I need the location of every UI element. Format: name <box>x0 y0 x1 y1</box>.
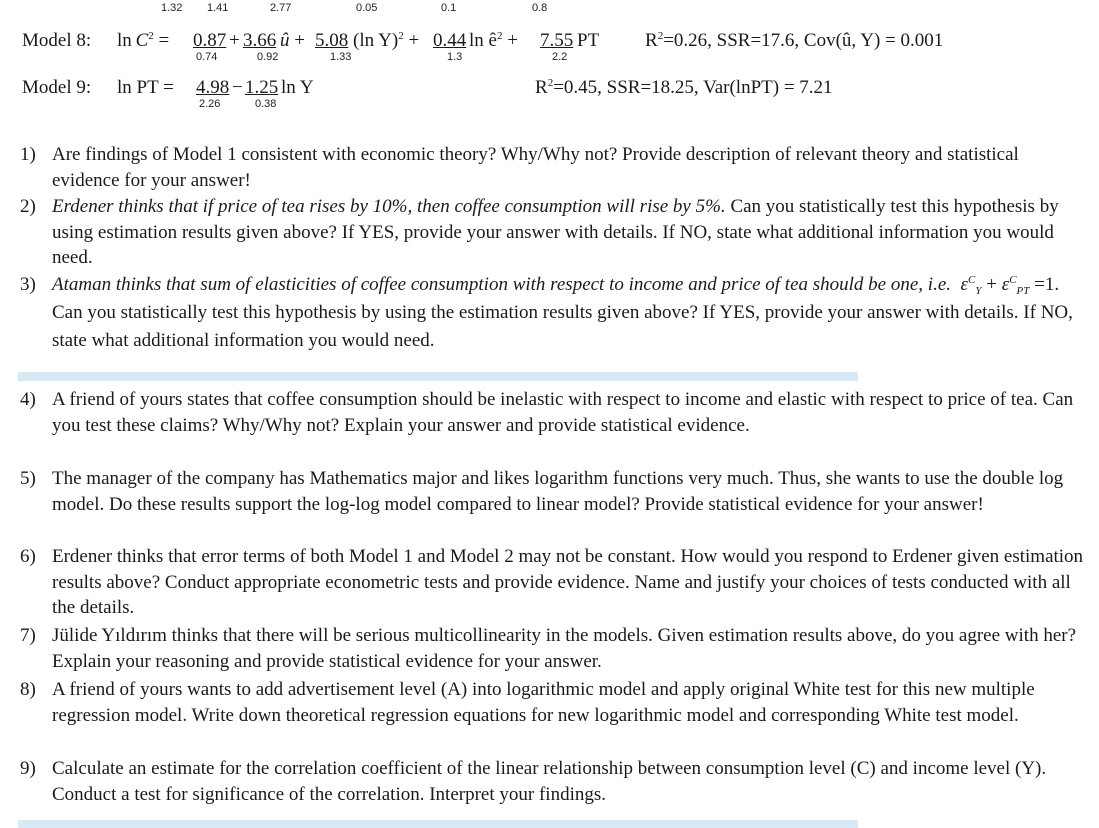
model-8-se-4: 2.2 <box>552 51 568 63</box>
question-number: 6) <box>20 546 36 567</box>
r2-label: R <box>645 30 658 51</box>
model-8-lhs: $\ln C^2$ = <box>117 30 170 51</box>
minus: − <box>232 77 243 98</box>
sub-y: Y <box>975 285 982 297</box>
model-8-se-const: 0.74 <box>196 51 218 63</box>
se-value: 0.05 <box>356 2 378 14</box>
model-9-const: 4.98 <box>196 77 230 98</box>
question-text: Jülide Yıldırım thinks that there will be serious multicollinearity in the models. Given estimation results above, do you agree with her? Explain your reasoning and provide statistical evidence for your answer. <box>52 625 1077 672</box>
lhs-var: C <box>135 30 149 51</box>
model-9-se-const: 2.26 <box>199 98 221 110</box>
question-body: Can you statistically test this hypothesis by using the estimation results given above? If YES, provide your answer with details. If NO, state what additional information you would need. <box>52 302 1073 351</box>
question-text: Calculate an estimate for the correlation coefficient of the linear relationship between consumption level (C) and income level (Y). Conduct a test for significance of the correlation. Interpret your findings. <box>52 758 1047 805</box>
se-value: 0.1 <box>441 2 457 14</box>
elasticity-formula <box>961 274 1060 295</box>
model-8-se-2: 1.33 <box>330 51 352 63</box>
question-6 <box>20 544 1086 621</box>
question-number: 9) <box>20 758 36 779</box>
sup-c: C <box>1009 274 1017 286</box>
epsilon-glyph: ε <box>1001 274 1010 295</box>
model-9-label: Model 9: <box>22 77 92 98</box>
model-8-coef-4: 7.55 <box>540 30 574 51</box>
question-number: 2) <box>20 196 36 217</box>
se-value: 0.8 <box>532 2 548 14</box>
model-8-se-1: 0.92 <box>257 51 279 63</box>
model-9-stats: $R^2=0.45$, SSR=18.25, Var(lnPT) = 7.21 <box>535 77 833 98</box>
question-7 <box>20 623 1086 674</box>
se-value: 1.32 <box>161 2 183 14</box>
question-number: 3) <box>20 274 36 295</box>
bottom-band <box>18 820 858 828</box>
question-text: A friend of yours states that coffee consumption should be inelastic with respect to income and elastic with respect to price of tea. Can you test these claims? Why/Why not? Explain your answer and provide statistical evidence. <box>52 389 1074 436</box>
question-text: The manager of the company has Mathematics major and likes logarithm functions very much. Thus, she wants to use the double log model. Do these results support the log-log model compared to linear model? Provide statistical evidence for your answer! <box>52 468 1064 515</box>
epsilon-glyph: ε <box>960 274 969 295</box>
equals-one: =1. <box>1034 274 1060 295</box>
model-8-coef-1: 3.66 <box>243 30 277 51</box>
model-8-se-3: 1.3 <box>447 51 463 63</box>
question-number: 1) <box>20 144 36 165</box>
model-8-stats: $R^2=0.26$, SSR=17.6, Cov(û, Y) = 0.001 <box>645 30 944 51</box>
question-text: A friend of yours wants to add advertisement level (A) into logarithmic model and apply original White test for this new multiple regression model. Write down theoretical regression equations for new logarithmic model and corresponding White test model. <box>52 679 1035 726</box>
sup-c: C <box>968 274 976 286</box>
question-4 <box>20 387 1086 438</box>
question-9 <box>20 756 1086 807</box>
model-9-var: ln Y <box>281 77 314 98</box>
model-8-coef-3: 0.44 <box>433 30 467 51</box>
stats-text: =0.26, SSR=17.6, Cov(û, Y) = 0.001 <box>663 30 944 51</box>
se-value: 1.41 <box>207 2 229 14</box>
model-8-coef-2: 5.08 <box>315 30 349 51</box>
question-5 <box>20 466 1086 517</box>
model-8-const: 0.87 <box>193 30 227 51</box>
question-text <box>52 271 1086 355</box>
model-8-var-2: (ln Y)$^2$ + <box>353 30 420 51</box>
question-3 <box>20 271 1086 355</box>
model-8-var-4: PT <box>577 30 600 51</box>
question-8 <box>20 677 1086 728</box>
model-8-var-1: û + <box>280 30 305 51</box>
question-number: 8) <box>20 679 36 700</box>
question-text: Erdener thinks that error terms of both Model 1 and Model 2 may not be constant. How would you respond to Erdener given estimation results above? Conduct appropriate econometric tests and provide evidence. Name and justify your choices of tests conducted with all the details. <box>52 546 1084 618</box>
model-9-lhs: ln PT = <box>117 77 174 98</box>
r2-label: R <box>535 77 548 98</box>
question-number: 7) <box>20 625 36 646</box>
question-text <box>52 194 1086 271</box>
var-lne: ln ê <box>469 30 497 51</box>
question-body: Can you statistically test this hypothesis by using estimation results given above? If YES, provide your answer with details. If NO, state what additional information you would need. <box>52 196 1059 268</box>
model-8-var-3: $\ln ê^2$ + <box>469 30 518 51</box>
question-italic: Erdener thinks that if price of tea rises by 10%, then coffee consumption will rise by 5%. <box>52 196 726 217</box>
model-9-se-coef: 0.38 <box>255 98 277 110</box>
model-8-label: Model 8: <box>22 30 92 51</box>
model-9-coef: 1.25 <box>245 77 279 98</box>
question-number: 4) <box>20 389 36 410</box>
question-italic: Ataman thinks that sum of elasticities of coffee consumption with respect to income and price of tea should be one, i.e. <box>52 274 952 295</box>
question-number: 5) <box>20 468 36 489</box>
lhs-ln: ln <box>117 30 132 51</box>
question-text: Are findings of Model 1 consistent with economic theory? Why/Why not? Provide description of relevant theory and statistical evidence for your answer! <box>52 144 1019 191</box>
var-lny: (ln Y) <box>353 30 399 51</box>
se-value: 2.77 <box>270 2 292 14</box>
sub-pt: PT <box>1016 285 1030 297</box>
plus-sign: + <box>986 274 997 295</box>
var-u: û <box>280 30 290 51</box>
question-2 <box>20 194 1086 271</box>
question-1 <box>20 142 1086 193</box>
divider-band <box>18 372 858 381</box>
stats-text: =0.45, SSR=18.25, Var(lnPT) = 7.21 <box>553 77 833 98</box>
plus: + <box>229 30 240 51</box>
